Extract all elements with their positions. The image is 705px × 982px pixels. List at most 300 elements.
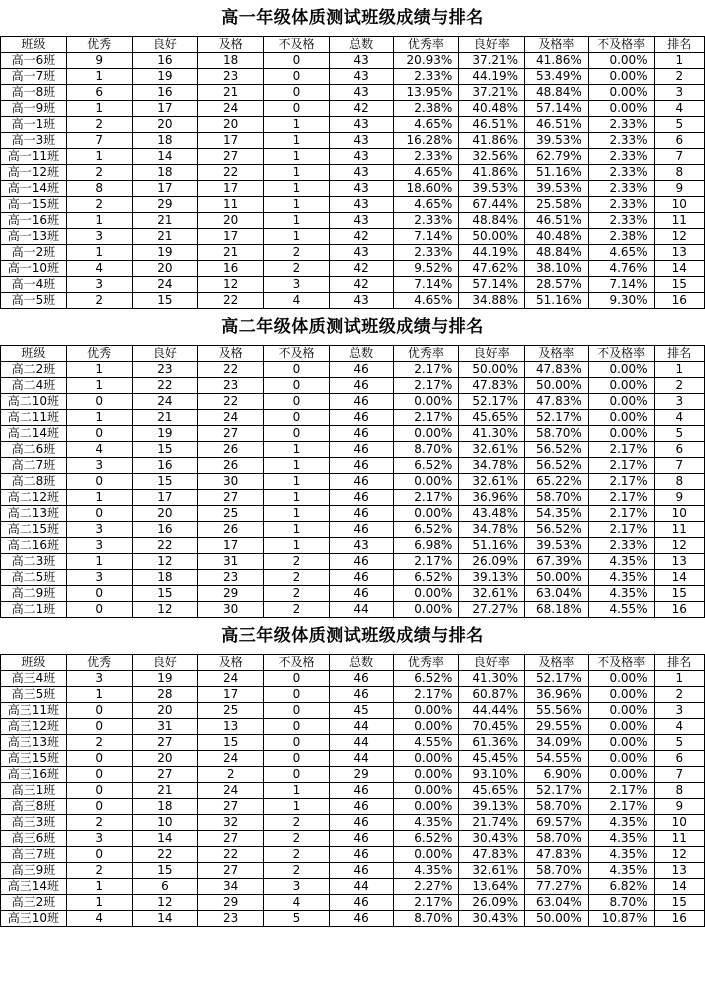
class-name-cell: 高二15班 <box>1 522 67 538</box>
table-cell: 2.33% <box>588 133 654 149</box>
table-cell: 45 <box>329 703 393 719</box>
column-header: 不及格率 <box>588 346 654 362</box>
table-cell: 22 <box>132 847 198 863</box>
table-cell: 24 <box>132 394 198 410</box>
table-cell: 1 <box>264 458 330 474</box>
table-cell: 1 <box>264 149 330 165</box>
table-cell: 21 <box>132 229 198 245</box>
table-row <box>1 911 705 927</box>
table-cell: 4 <box>264 895 330 911</box>
table-cell: 0.00% <box>588 53 654 69</box>
table-cell: 43 <box>329 213 393 229</box>
table-cell: 7.14% <box>393 229 459 245</box>
class-name-cell: 高三13班 <box>1 735 67 751</box>
column-header: 及格 <box>198 655 264 671</box>
class-name-cell: 高三12班 <box>1 719 67 735</box>
table-row <box>1 245 705 261</box>
column-header: 优秀 <box>66 346 132 362</box>
class-name-cell: 高三11班 <box>1 703 67 719</box>
table-cell: 0.00% <box>393 474 459 490</box>
table-cell: 44 <box>329 602 393 618</box>
grade2-section <box>0 309 705 618</box>
class-name-cell: 高三5班 <box>1 687 67 703</box>
table-cell: 30.43% <box>459 831 525 847</box>
table-row <box>1 863 705 879</box>
table-cell: 2 <box>66 863 132 879</box>
table-cell: 63.04% <box>525 895 589 911</box>
table-cell: 19 <box>132 245 198 261</box>
table-row <box>1 847 705 863</box>
table-cell: 6 <box>654 442 704 458</box>
table-cell: 2.33% <box>393 213 459 229</box>
table-cell: 0.00% <box>588 687 654 703</box>
table-cell: 8 <box>654 783 704 799</box>
table-cell: 21 <box>132 783 198 799</box>
table-cell: 2 <box>66 293 132 309</box>
table-cell: 28.57% <box>525 277 589 293</box>
table-cell: 1 <box>264 474 330 490</box>
table-row <box>1 293 705 309</box>
table-cell: 43 <box>329 69 393 85</box>
table-cell: 0 <box>66 751 132 767</box>
table-cell: 14 <box>132 831 198 847</box>
table-cell: 43 <box>329 53 393 69</box>
table-cell: 16 <box>198 261 264 277</box>
table-cell: 67.44% <box>459 197 525 213</box>
table-cell: 1 <box>264 506 330 522</box>
table-header-row <box>1 655 705 671</box>
table-cell: 69.57% <box>525 815 589 831</box>
table-cell: 11 <box>654 213 704 229</box>
table-cell: 50.00% <box>459 362 525 378</box>
table-cell: 0 <box>264 378 330 394</box>
table-cell: 1 <box>66 101 132 117</box>
table-cell: 13.64% <box>459 879 525 895</box>
table-cell: 1 <box>654 362 704 378</box>
table-row <box>1 149 705 165</box>
table-cell: 4.65% <box>393 197 459 213</box>
table-cell: 46 <box>329 410 393 426</box>
column-header: 不及格率 <box>588 655 654 671</box>
column-header: 良好率 <box>459 37 525 53</box>
table-cell: 58.70% <box>525 490 589 506</box>
table-cell: 57.14% <box>459 277 525 293</box>
table-cell: 43 <box>329 133 393 149</box>
table-cell: 23 <box>198 911 264 927</box>
table-cell: 48.84% <box>459 213 525 229</box>
class-name-cell: 高一2班 <box>1 245 67 261</box>
table-cell: 52.17% <box>525 671 589 687</box>
table-cell: 29 <box>198 895 264 911</box>
table-cell: 46 <box>329 490 393 506</box>
column-header: 良好 <box>132 655 198 671</box>
table-cell: 4.35% <box>588 586 654 602</box>
table-row <box>1 101 705 117</box>
table-cell: 22 <box>198 847 264 863</box>
table-cell: 20 <box>132 117 198 133</box>
table-cell: 29 <box>132 197 198 213</box>
table-cell: 1 <box>66 245 132 261</box>
column-header: 不及格 <box>264 346 330 362</box>
class-name-cell: 高二9班 <box>1 586 67 602</box>
table-cell: 7 <box>654 767 704 783</box>
table-cell: 12 <box>132 895 198 911</box>
table-cell: 31 <box>198 554 264 570</box>
table-cell: 4.65% <box>393 293 459 309</box>
table-cell: 10 <box>654 197 704 213</box>
class-name-cell: 高一10班 <box>1 261 67 277</box>
table-cell: 0.00% <box>588 671 654 687</box>
table-cell: 52.17% <box>525 783 589 799</box>
table-cell: 0.00% <box>588 703 654 719</box>
table-cell: 2 <box>264 831 330 847</box>
table-cell: 47.83% <box>525 362 589 378</box>
table-cell: 2 <box>66 815 132 831</box>
table-cell: 18 <box>198 53 264 69</box>
table-row <box>1 671 705 687</box>
table-cell: 4.35% <box>588 815 654 831</box>
table-cell: 3 <box>264 277 330 293</box>
table-cell: 0 <box>264 101 330 117</box>
table-cell: 4 <box>654 101 704 117</box>
table-cell: 10.87% <box>588 911 654 927</box>
table-row <box>1 895 705 911</box>
column-header: 优秀 <box>66 37 132 53</box>
table-cell: 46.51% <box>525 117 589 133</box>
table-cell: 2.33% <box>588 181 654 197</box>
table-cell: 27 <box>132 735 198 751</box>
table-cell: 6.52% <box>393 458 459 474</box>
table-row <box>1 277 705 293</box>
table-cell: 13 <box>654 554 704 570</box>
class-name-cell: 高二2班 <box>1 362 67 378</box>
table-cell: 2.33% <box>588 197 654 213</box>
table-cell: 15 <box>132 474 198 490</box>
table-cell: 20 <box>132 506 198 522</box>
table-cell: 54.35% <box>525 506 589 522</box>
table-cell: 0.00% <box>393 586 459 602</box>
table-row <box>1 213 705 229</box>
table-cell: 70.45% <box>459 719 525 735</box>
table-cell: 16 <box>654 911 704 927</box>
table-cell: 41.86% <box>459 133 525 149</box>
table-cell: 7 <box>66 133 132 149</box>
table-cell: 56.52% <box>525 442 589 458</box>
class-name-cell: 高二1班 <box>1 602 67 618</box>
table-cell: 41.86% <box>525 53 589 69</box>
table-cell: 1 <box>264 213 330 229</box>
class-name-cell: 高一5班 <box>1 293 67 309</box>
table-cell: 0 <box>66 426 132 442</box>
table-cell: 15 <box>654 277 704 293</box>
table-cell: 0.00% <box>588 394 654 410</box>
table-cell: 24 <box>198 101 264 117</box>
table-cell: 23 <box>198 69 264 85</box>
class-name-cell: 高二13班 <box>1 506 67 522</box>
table-cell: 17 <box>198 538 264 554</box>
table-cell: 3 <box>66 538 132 554</box>
table-cell: 2.33% <box>588 213 654 229</box>
table-cell: 41.30% <box>459 671 525 687</box>
table-cell: 4.35% <box>588 831 654 847</box>
class-name-cell: 高一4班 <box>1 277 67 293</box>
table-cell: 2.17% <box>393 378 459 394</box>
table-cell: 22 <box>198 362 264 378</box>
table-cell: 55.56% <box>525 703 589 719</box>
table-cell: 50.00% <box>459 229 525 245</box>
table-cell: 20 <box>132 751 198 767</box>
class-name-cell: 高三9班 <box>1 863 67 879</box>
table-cell: 48.84% <box>525 245 589 261</box>
table-cell: 26 <box>198 442 264 458</box>
table-cell: 1 <box>66 554 132 570</box>
table-cell: 2 <box>66 117 132 133</box>
table-cell: 21 <box>132 213 198 229</box>
section-title: 高一年级体质测试班级成绩与排名 <box>221 8 484 28</box>
table-row <box>1 602 705 618</box>
column-header: 优秀 <box>66 655 132 671</box>
class-name-cell: 高二5班 <box>1 570 67 586</box>
class-name-cell: 高二16班 <box>1 538 67 554</box>
table-row <box>1 522 705 538</box>
table-cell: 2.38% <box>393 101 459 117</box>
class-name-cell: 高三7班 <box>1 847 67 863</box>
class-name-cell: 高三14班 <box>1 879 67 895</box>
table-cell: 3 <box>654 85 704 101</box>
table-cell: 61.36% <box>459 735 525 751</box>
table-cell: 0 <box>264 362 330 378</box>
table-cell: 12 <box>654 847 704 863</box>
table-cell: 1 <box>264 181 330 197</box>
class-name-cell: 高一7班 <box>1 69 67 85</box>
table-cell: 16 <box>132 458 198 474</box>
table-cell: 0.00% <box>588 378 654 394</box>
table-cell: 43 <box>329 149 393 165</box>
table-cell: 4 <box>66 442 132 458</box>
table-cell: 42 <box>329 229 393 245</box>
table-cell: 11 <box>654 831 704 847</box>
table-cell: 50.00% <box>525 378 589 394</box>
class-name-cell: 高三10班 <box>1 911 67 927</box>
table-cell: 15 <box>132 863 198 879</box>
table-cell: 27 <box>198 863 264 879</box>
table-cell: 46 <box>329 783 393 799</box>
table-row <box>1 85 705 101</box>
table-cell: 67.39% <box>525 554 589 570</box>
table-row <box>1 719 705 735</box>
table-cell: 46 <box>329 911 393 927</box>
table-cell: 0.00% <box>393 506 459 522</box>
table-cell: 39.53% <box>525 133 589 149</box>
table-cell: 1 <box>66 410 132 426</box>
table-row <box>1 554 705 570</box>
table-cell: 46 <box>329 522 393 538</box>
table-cell: 2 <box>654 69 704 85</box>
table-cell: 4.35% <box>393 863 459 879</box>
column-header: 总数 <box>329 37 393 53</box>
table-cell: 43 <box>329 117 393 133</box>
table-cell: 46 <box>329 863 393 879</box>
class-name-cell: 高一16班 <box>1 213 67 229</box>
table-cell: 34 <box>198 879 264 895</box>
table-cell: 23 <box>132 362 198 378</box>
class-name-cell: 高二12班 <box>1 490 67 506</box>
table-cell: 2.17% <box>588 506 654 522</box>
table-row <box>1 687 705 703</box>
table-row <box>1 229 705 245</box>
table-row <box>1 458 705 474</box>
table-cell: 42 <box>329 277 393 293</box>
table-cell: 46 <box>329 426 393 442</box>
table-cell: 21 <box>198 85 264 101</box>
table-cell: 32.61% <box>459 863 525 879</box>
table-cell: 13 <box>198 719 264 735</box>
table-cell: 6 <box>654 751 704 767</box>
table-cell: 2.17% <box>588 458 654 474</box>
table-row <box>1 53 705 69</box>
table-cell: 18.60% <box>393 181 459 197</box>
class-name-cell: 高三2班 <box>1 895 67 911</box>
table-cell: 46 <box>329 474 393 490</box>
table-cell: 1 <box>66 490 132 506</box>
table-cell: 0 <box>264 735 330 751</box>
table-cell: 15 <box>654 586 704 602</box>
table-cell: 44.44% <box>459 703 525 719</box>
table-cell: 18 <box>132 165 198 181</box>
table-cell: 1 <box>66 378 132 394</box>
table-cell: 2.33% <box>588 149 654 165</box>
table-cell: 31 <box>132 719 198 735</box>
table-cell: 30 <box>198 602 264 618</box>
table-cell: 39.53% <box>459 181 525 197</box>
table-cell: 8.70% <box>588 895 654 911</box>
table-cell: 12 <box>654 538 704 554</box>
table-cell: 0.00% <box>393 767 459 783</box>
table-cell: 2.17% <box>588 474 654 490</box>
table-cell: 2.17% <box>588 799 654 815</box>
table-cell: 2 <box>264 261 330 277</box>
table-cell: 0.00% <box>393 751 459 767</box>
table-cell: 2.17% <box>588 490 654 506</box>
table-cell: 16 <box>132 85 198 101</box>
section-title: 高三年级体质测试班级成绩与排名 <box>221 626 484 646</box>
table-row <box>1 735 705 751</box>
table-cell: 0 <box>66 767 132 783</box>
table-cell: 7.14% <box>393 277 459 293</box>
table-cell: 0 <box>264 69 330 85</box>
table-cell: 46 <box>329 378 393 394</box>
table-cell: 46 <box>329 895 393 911</box>
table-row <box>1 751 705 767</box>
table-cell: 2.17% <box>393 362 459 378</box>
class-name-cell: 高二4班 <box>1 378 67 394</box>
table-cell: 36.96% <box>459 490 525 506</box>
table-cell: 2.17% <box>588 522 654 538</box>
table-cell: 8 <box>654 474 704 490</box>
table-cell: 42 <box>329 101 393 117</box>
table-cell: 3 <box>66 522 132 538</box>
table-cell: 2 <box>654 687 704 703</box>
table-cell: 1 <box>264 442 330 458</box>
table-cell: 6.90% <box>525 767 589 783</box>
column-header: 排名 <box>654 346 704 362</box>
table-cell: 0 <box>66 799 132 815</box>
table-cell: 21.74% <box>459 815 525 831</box>
table-cell: 39.13% <box>459 799 525 815</box>
table-cell: 50.00% <box>525 570 589 586</box>
class-name-cell: 高二3班 <box>1 554 67 570</box>
table-cell: 6.52% <box>393 522 459 538</box>
table-cell: 2 <box>264 570 330 586</box>
table-cell: 2 <box>264 602 330 618</box>
table-cell: 46 <box>329 442 393 458</box>
table-cell: 26.09% <box>459 895 525 911</box>
table-row <box>1 426 705 442</box>
table-cell: 1 <box>66 149 132 165</box>
table-cell: 24 <box>198 671 264 687</box>
table-cell: 1 <box>66 69 132 85</box>
table-cell: 12 <box>132 554 198 570</box>
table-cell: 51.16% <box>459 538 525 554</box>
table-cell: 0.00% <box>393 719 459 735</box>
column-header: 总数 <box>329 346 393 362</box>
table-row <box>1 394 705 410</box>
table-row <box>1 831 705 847</box>
table-cell: 2 <box>264 554 330 570</box>
table-cell: 2 <box>264 815 330 831</box>
table-cell: 2 <box>66 197 132 213</box>
table-cell: 34.09% <box>525 735 589 751</box>
table-cell: 1 <box>264 133 330 149</box>
table-cell: 4.76% <box>588 261 654 277</box>
table-cell: 34.78% <box>459 522 525 538</box>
table-cell: 4.35% <box>588 847 654 863</box>
table-cell: 19 <box>132 671 198 687</box>
class-name-cell: 高二10班 <box>1 394 67 410</box>
table-cell: 37.21% <box>459 85 525 101</box>
class-name-cell: 高一1班 <box>1 117 67 133</box>
table-cell: 60.87% <box>459 687 525 703</box>
table-cell: 2.33% <box>393 149 459 165</box>
class-name-cell: 高二11班 <box>1 410 67 426</box>
table-cell: 24 <box>198 783 264 799</box>
class-name-cell: 高二14班 <box>1 426 67 442</box>
table-cell: 27 <box>198 831 264 847</box>
table-cell: 14 <box>654 570 704 586</box>
table-cell: 4 <box>66 911 132 927</box>
table-cell: 2 <box>264 245 330 261</box>
table-cell: 17 <box>198 687 264 703</box>
column-header: 不及格 <box>264 37 330 53</box>
table-cell: 2 <box>66 735 132 751</box>
table-cell: 0 <box>264 767 330 783</box>
score-table <box>0 654 705 927</box>
table-cell: 6 <box>66 85 132 101</box>
table-cell: 15 <box>132 293 198 309</box>
table-cell: 44 <box>329 879 393 895</box>
table-cell: 0 <box>264 426 330 442</box>
table-cell: 6.98% <box>393 538 459 554</box>
table-cell: 9 <box>654 181 704 197</box>
table-row <box>1 442 705 458</box>
table-cell: 10 <box>654 506 704 522</box>
table-cell: 44 <box>329 751 393 767</box>
table-cell: 17 <box>198 229 264 245</box>
table-cell: 4.55% <box>393 735 459 751</box>
table-cell: 0.00% <box>588 767 654 783</box>
table-cell: 27.27% <box>459 602 525 618</box>
table-cell: 25 <box>198 703 264 719</box>
